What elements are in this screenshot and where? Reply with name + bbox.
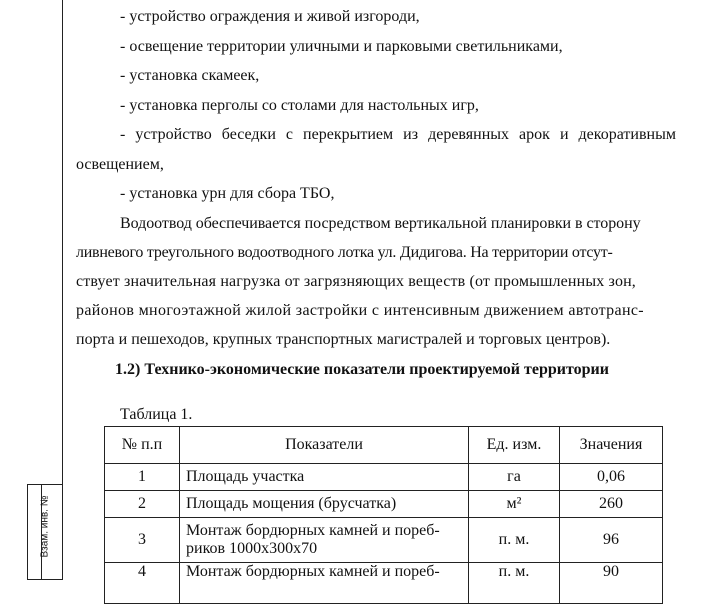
- table-caption: Таблица 1.: [120, 406, 193, 423]
- indicators-table: [104, 426, 663, 604]
- stamp-label: Взам. инв. №: [39, 495, 51, 558]
- table-row: 2 Площадь мощения (брусчатка) м² 260: [105, 491, 663, 518]
- section-heading: 1.2) Технико-экономические показатели проектируемой территории: [115, 361, 609, 378]
- column-header: Показатели: [180, 427, 469, 464]
- bullet-continuation: освещением,: [76, 156, 164, 173]
- table-row: 3 Монтаж бордюрных камней и пореб- риков 1000х300х70 п. м. 96: [105, 518, 663, 563]
- column-header: № п.п: [105, 427, 180, 464]
- column-header: Значения: [560, 427, 663, 464]
- bullet-item: - устройство ограждения и живой изгороди,: [120, 8, 420, 25]
- table-row: 4 Монтаж бордюрных камней и пореб- п. м. 90: [105, 563, 663, 604]
- column-header: Ед. изм.: [469, 427, 560, 464]
- bullet-item: - установка урн для сбора ТБО,: [120, 185, 335, 202]
- paragraph-line: порта и пешеходов, крупных транспортных магистралей и торговых центров).: [76, 331, 611, 348]
- bullet-item: - установка перголы со столами для настольных игр,: [120, 97, 479, 114]
- table-header-row: [105, 427, 663, 464]
- paragraph-line: ливневого треугольного водоотводного лотка ул. Дидигова. На территории отсут-: [76, 244, 613, 261]
- paragraph-line: ствует значительная нагрузка от загрязняющих веществ (от промышленных зон,: [76, 273, 636, 290]
- bullet-item: - освещение территории уличными и парковыми светильниками,: [120, 38, 563, 55]
- bullet-item-justified: - устройство беседки с перекрытием из деревянных арок и декоративным: [120, 126, 676, 143]
- bullet-item: - установка скамеек,: [120, 67, 260, 84]
- side-stamp: [27, 484, 63, 580]
- table-row: 1 Площадь участка га 0,06: [105, 464, 663, 491]
- paragraph-line: районов многоэтажной жилой застройки с интенсивным движением автотранс-: [76, 302, 644, 319]
- paragraph-line: Водоотвод обеспечивается посредством вертикальной планировки в сторону: [120, 215, 641, 232]
